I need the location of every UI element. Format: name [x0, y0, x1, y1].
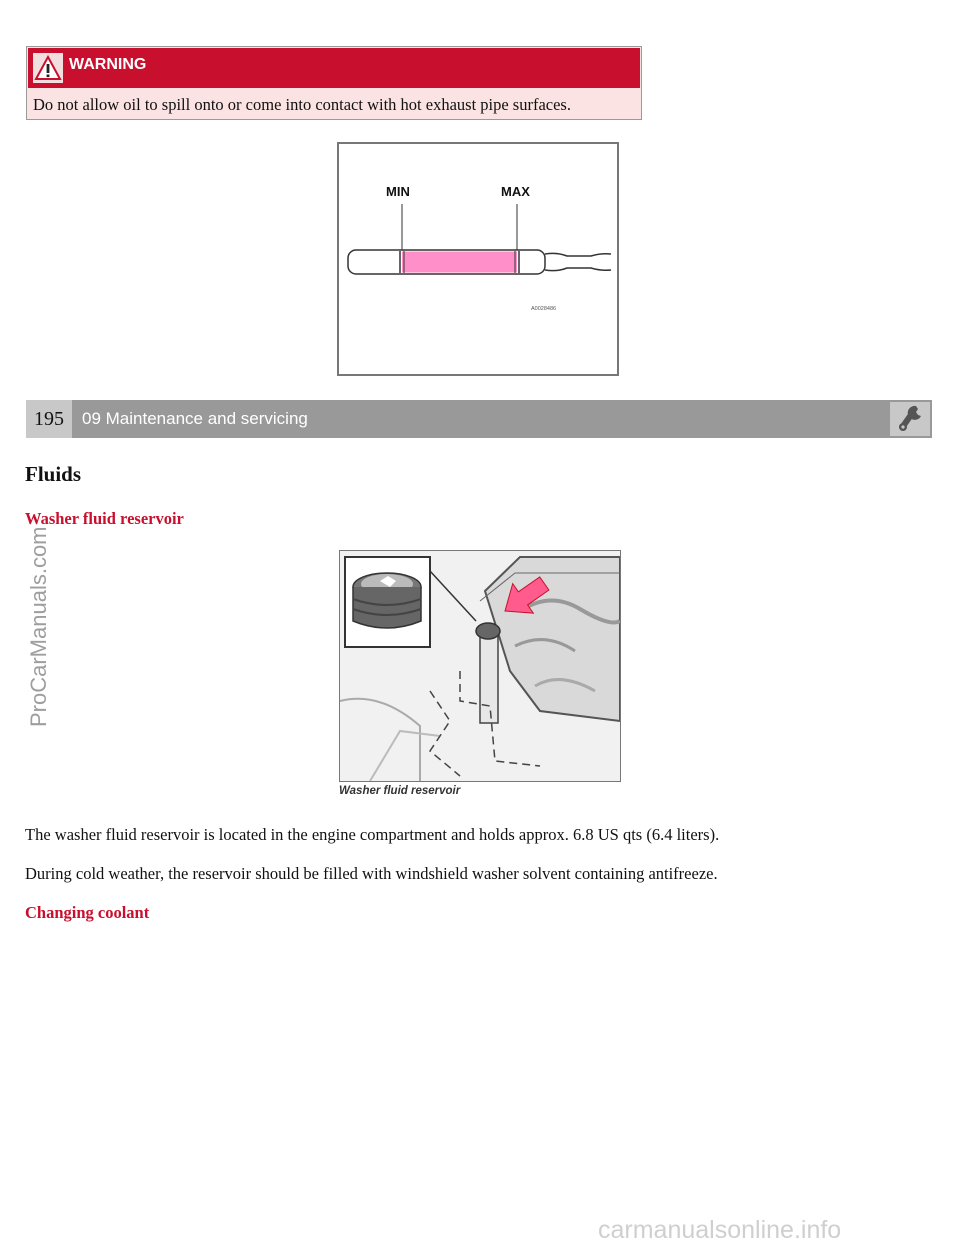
warning-text: Do not allow oil to spill onto or come into contact with hot exhaust pipe surfaces. [33, 95, 571, 114]
warning-box [26, 46, 642, 120]
dipstick-figure [337, 142, 619, 376]
subheading-changing-coolant: Changing coolant [25, 903, 150, 922]
paragraph-capacity: The washer fluid reservoir is located in the engine compartment and holds approx. 6.8 US qts (6.4 liters). [25, 825, 720, 844]
warning-title: WARNING [69, 56, 147, 73]
section-title: 09 Maintenance and servicing [82, 409, 308, 428]
page-number: 195 [26, 400, 72, 438]
wrench-icon [890, 402, 930, 436]
section-header-bar [26, 400, 932, 438]
subheading-washer-fluid: Washer fluid reservoir [25, 509, 184, 528]
figure-code: A0028486 [531, 306, 557, 312]
washer-reservoir-figure [339, 550, 621, 782]
max-label: MAX [501, 184, 530, 199]
dipstick-fill-range [402, 252, 517, 273]
heading-fluids: Fluids [25, 462, 82, 486]
warning-header [28, 48, 640, 88]
bottom-watermark: carmanualsonline.info [598, 1216, 842, 1244]
washer-reservoir-illustration [340, 551, 620, 781]
warning-triangle-icon [33, 53, 63, 83]
paragraph-cold-weather: During cold weather, the reservoir should be filled with windshield washer solvent containing antifreeze. [25, 864, 718, 883]
dipstick-illustration [339, 144, 617, 374]
figure-caption: Washer fluid reservoir [339, 785, 461, 797]
side-watermark: ProCarManuals.com [26, 526, 51, 727]
min-label: MIN [386, 184, 410, 199]
